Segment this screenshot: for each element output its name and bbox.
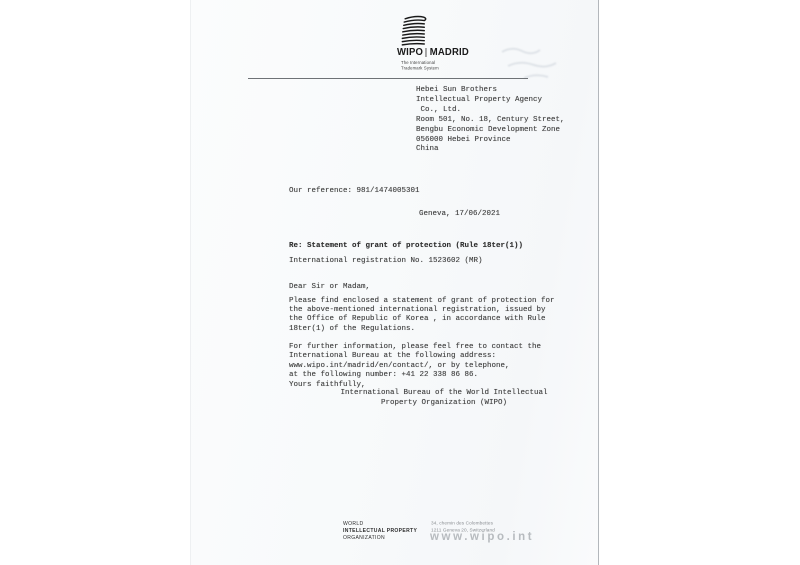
reference-line: Our reference: 981/1474005301 (289, 187, 420, 195)
body-line: at the following number: +41 22 338 86 86. (289, 371, 479, 380)
faint-pencil-marks (494, 42, 574, 88)
body-line: For further information, please feel free to contact the (289, 343, 542, 351)
subject-line: Re: Statement of grant of protection (Rule 18ter(1)) (289, 242, 524, 250)
signature-block (338, 389, 550, 408)
body-line: 18ter(1) of the Regulations. (289, 324, 416, 333)
letterhead-tagline (401, 60, 504, 71)
body-line: www.wipo.int/madrid/en/contact/, or by telephone, (289, 361, 510, 370)
wipo-logo-icon (400, 11, 428, 48)
body-paragraph-2 (289, 343, 541, 380)
registration-line: International registration No. 1523602 (MR) (289, 257, 483, 265)
footer-website: www.wipo.int (430, 531, 535, 543)
closing: Yours faithfully, (289, 380, 366, 389)
letter-page (190, 0, 599, 565)
brand-separator (426, 48, 427, 57)
recipient-line: Bengbu Economic Development Zone (416, 125, 561, 134)
brand-madrid: MADRID (429, 47, 469, 58)
footer-org-line: WORLD (343, 520, 364, 527)
recipient-line: Room 501, No. 18, Century Street, (416, 115, 565, 124)
recipient-line: China (416, 145, 439, 154)
signature-line: International Bureau of the World Intellectual (340, 389, 548, 397)
body-paragraph-1 (289, 297, 555, 334)
salutation: Dear Sir or Madam, (289, 282, 371, 291)
tagline-line: Trademark System (401, 65, 439, 71)
letterhead-divider (248, 78, 528, 79)
recipient-line: 056000 Hebei Province (416, 135, 511, 144)
recipient-line: Co., Ltd. (416, 105, 462, 114)
footer-org-line: INTELLECTUAL PROPERTY (343, 527, 418, 534)
footer-org-line: ORGANIZATION (343, 534, 386, 541)
body-line: the above-mentioned international registration, issued by (289, 305, 546, 314)
body-line: Please find enclosed a statement of grant of protection for (289, 296, 555, 305)
wipo-madrid-wordmark (397, 47, 469, 58)
recipient-line: Hebei Sun Brothers (416, 86, 498, 94)
body-line: the Office of Republic of Korea , in accordance with Rule (289, 315, 546, 324)
footer-address-line: 34, chemin des Colombettes (431, 520, 494, 526)
body-line: International Bureau at the following address: (289, 352, 497, 361)
recipient-address-block (416, 86, 565, 155)
tagline-line: The International (401, 60, 436, 65)
date-line: Geneva, 17/06/2021 (419, 209, 501, 218)
brand-wipo: WIPO (397, 47, 424, 58)
recipient-line: Intellectual Property Agency (416, 95, 543, 104)
footer-address-line: 1211 Geneva 20, Switzerland (431, 527, 495, 533)
signature-line: Property Organization (WIPO) (380, 398, 508, 407)
